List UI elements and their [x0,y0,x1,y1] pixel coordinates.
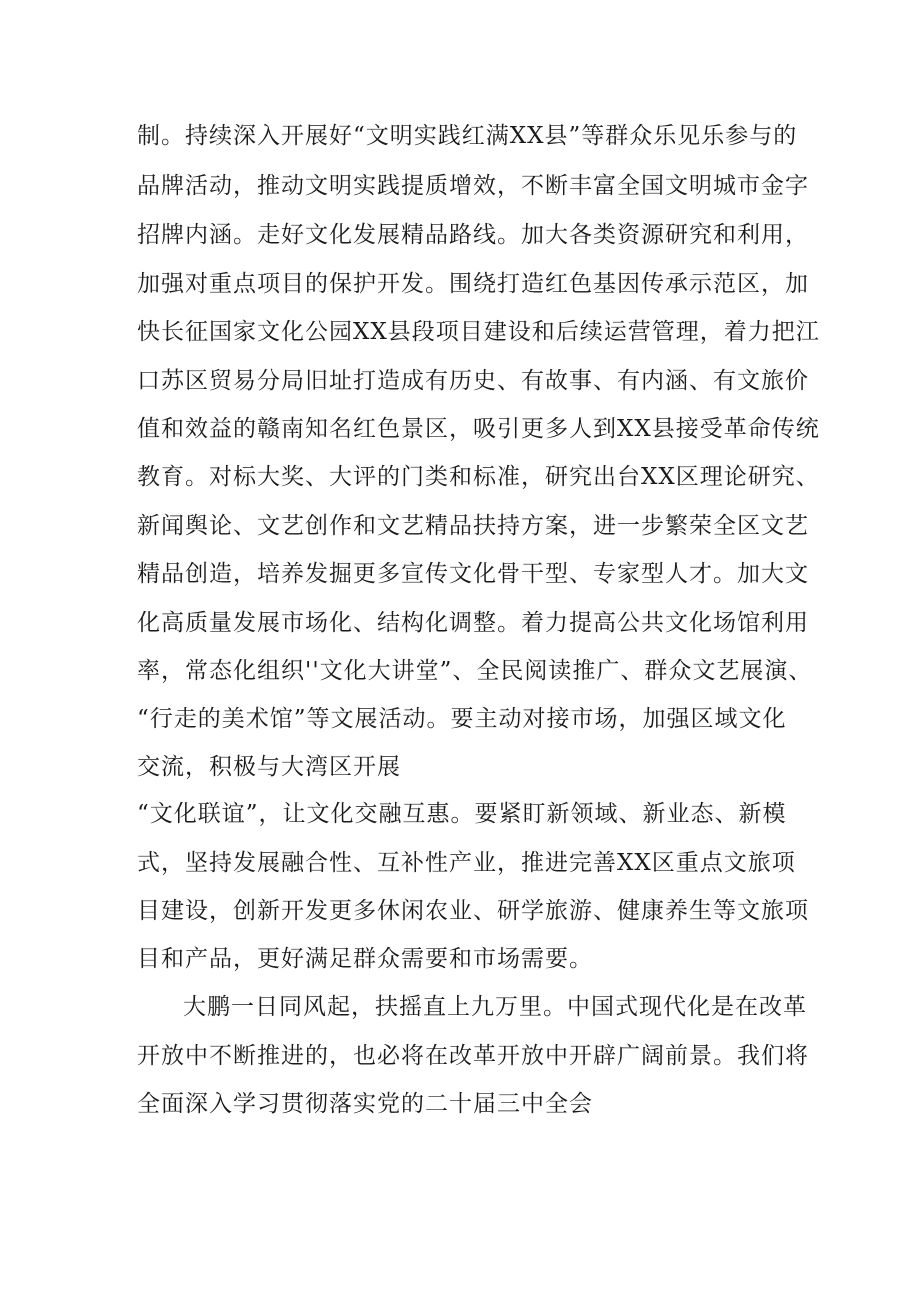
text-line: 加强对重点项目的保护开发。围绕打造红色基因传承示范区，加 [137,271,809,297]
text-line: 全面深入学习贯彻落实党的二十届三中全会 [137,1091,593,1117]
text-line: “行走的美术馆”等文展活动。要主动对接市场，加强区域文化 [137,706,787,732]
text-line: “文化联谊”，让文化交融互惠。要紧盯新领域、新业态、新模 [137,801,787,827]
text-line: 制。持续深入开展好“文明实践红满XX县”等群众乐见乐参与的 [137,123,798,149]
text-line: 化高质量发展市场化、结构化调整。着力提高公共文化场馆利用 [137,610,809,636]
text-line: 品牌活动，推动文明实践提质增效，不断丰富全国文明城市金字 [137,173,809,199]
text-line: 率，常态化组织''文化大讲堂”、全民阅读推广、群众文艺展演、 [137,658,813,684]
text-line: 开放中不断推进的，也必将在改革开放中开辟广阔前景。我们将 [137,1043,809,1069]
text-line: 目和产品，更好满足群众需要和市场需要。 [137,946,593,972]
paragraph-first-line: 大鹏一日同风起，扶摇直上九万里。中国式现代化是在改革 [183,994,807,1020]
text-line: 快长征国家文化公园XX县段项目建设和后续运营管理，着力把江 [137,319,820,345]
text-line: 精品创造，培养发掘更多宣传文化骨干型、专家型人才。加大文 [137,561,809,587]
text-line: 式，坚持发展融合性、互补性产业，推进完善XX区重点文旅项 [137,850,796,876]
text-line: 新闻舆论、文艺创作和文艺精品扶持方案，进一步繁荣全区文艺 [137,513,809,539]
text-line: 值和效益的赣南知名红色景区，吸引更多人到XX县接受革命传统 [137,416,820,442]
text-line: 交流，积极与大湾区开展 [137,754,401,780]
text-line: 口苏区贸易分局旧址打造成有历史、有故事、有内涵、有文旅价 [137,368,809,394]
text-line: 教育。对标大奖、大评的门类和标准，研究出台XX区理论研究、 [137,464,820,490]
text-line: 目建设，创新开发更多休闲农业、研学旅游、健康养生等文旅项 [137,898,809,924]
text-line: 招牌内涵。走好文化发展精品路线。加大各类资源研究和利用， [137,222,809,248]
